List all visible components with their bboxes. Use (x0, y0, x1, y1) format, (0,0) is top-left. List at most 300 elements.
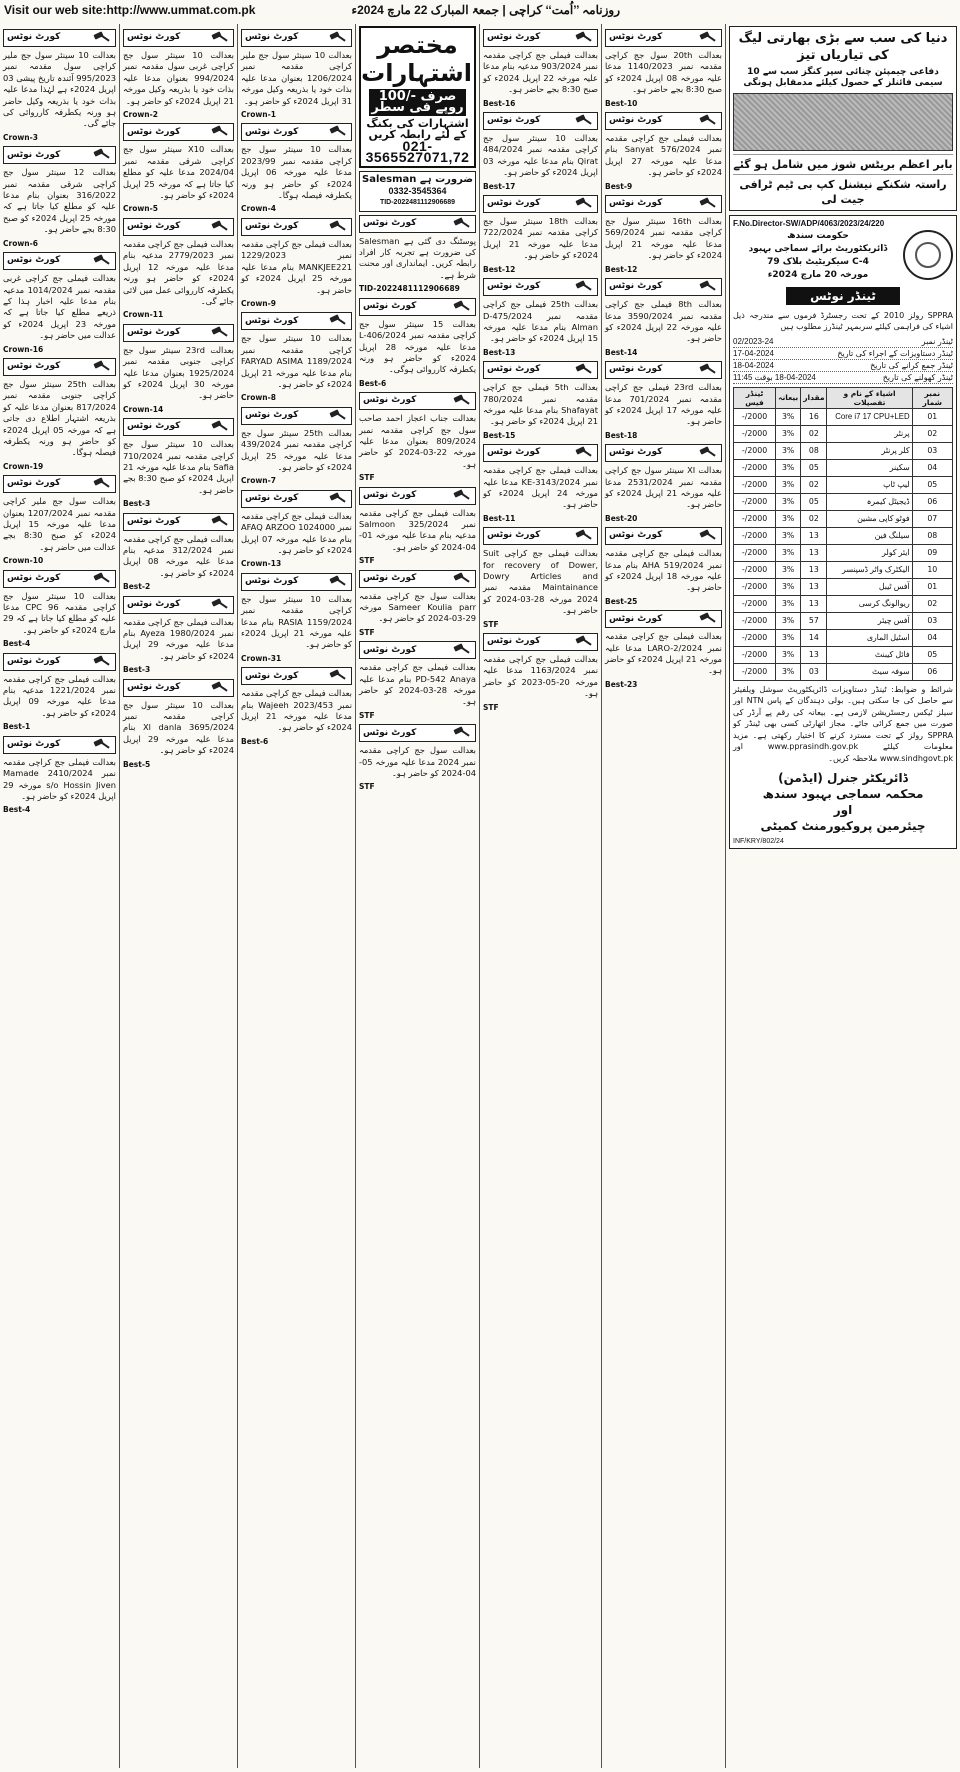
court-notice-text: بعدالت فیملی جج کراچی مقدمہ نمبر LARO-2/2024 مدعا علیہ مورخہ 21 اپریل 2024ء کو حاضر ہو۔ (605, 631, 722, 676)
court-notice-label: کورٹ نوٹس (245, 32, 299, 43)
court-notice-label: کورٹ نوٹس (127, 421, 181, 432)
tender-cell-pct: 3% (776, 476, 801, 493)
court-notice-label: کورٹ نوٹس (7, 32, 61, 43)
court-notice (241, 239, 352, 309)
tender-cell-qty: 14 (801, 629, 827, 646)
notice-code: Best-3 (123, 499, 151, 509)
gavel-icon (698, 530, 718, 542)
court-notice-header (359, 298, 476, 316)
court-notice-header (605, 444, 722, 462)
court-notice-label: کورٹ نوٹس (127, 515, 181, 526)
table-row (734, 629, 953, 646)
gavel-icon (698, 32, 718, 44)
court-notice-text: بعدالت فیملی جج کراچی مقدمہ نمبر 2410/2024 Mamade s/o Hossin Jiven مورخہ 29 اپریل 2024ء کو حاضر ہو۔ (3, 756, 116, 801)
ad-box-booking: اشتہارات کی بکنگ کے لئے رابطہ کریں (366, 116, 469, 142)
court-notice-text: بعدالت سول جج کراچی مقدمہ Sameer Koulia parr مورخہ 29-03-2024 کو حاضر ہو۔ (359, 590, 476, 624)
tender-cell-no: 02 (912, 425, 952, 442)
tender-cell-pct: 3% (776, 612, 801, 629)
gavel-icon (452, 573, 472, 585)
tender-cell-qty: 16 (801, 408, 827, 425)
gavel-icon (574, 636, 594, 648)
court-notice (359, 236, 476, 295)
tender-date-label: ٹینڈر کھولنے کی تاریخ (882, 372, 953, 382)
court-notice-header (359, 215, 476, 233)
court-notice (359, 591, 476, 639)
court-notice-header (123, 218, 234, 236)
table-row (734, 493, 953, 510)
court-notice-header (605, 112, 722, 130)
court-notice-text: بعدالت فیملی جج کراچی مقدمہ نمبر 576/2024 Sanyat بنام مدعا علیہ مورخہ 27 اپریل 2024ء کو حاضر ہو۔ (605, 133, 723, 178)
tender-sign-2: محکمہ سماجی بہبود سندھ (762, 787, 924, 802)
court-notice (359, 413, 476, 483)
tender-cell-no: 01 (912, 408, 952, 425)
court-notice-text: بعدالت 10 سینئر سول جج کراچی مقدمہ نمبر 2023/99 مدعا علیہ مورخہ 06 اپریل 2024ء کو حاضر ہو ورنہ یکطرفہ فیصلہ ہوگا۔ (241, 144, 352, 201)
court-notice-label: کورٹ نوٹس (7, 361, 61, 372)
notice-code: Best-18 (605, 430, 638, 440)
classified-ad-box (359, 26, 476, 168)
tender-cell-no: 03 (912, 612, 952, 629)
table-row (734, 544, 953, 561)
sindh-govt-seal-icon (903, 230, 953, 280)
gavel-icon (210, 221, 230, 233)
notice-code: Best-4 (3, 805, 31, 815)
notice-code: Crown-8 (241, 393, 276, 403)
tender-cell-desc: آفس چیئر (827, 612, 912, 629)
table-row (734, 561, 953, 578)
court-notice-label: کورٹ نوٹس (363, 489, 417, 500)
court-notice-label: کورٹ نوٹس (7, 255, 61, 266)
court-notice-text: بعدالت 10 سینئر سول جج کراچی مقدمہ CPC 96 مدعا علیہ کو مطلع کیا جاتا ہے کہ 29 مارچ 2024ء کو حاضر ہو۔ (3, 590, 116, 635)
court-notice-header (241, 490, 352, 508)
court-notice-header (483, 278, 598, 296)
tender-cell-pct: 3% (776, 527, 801, 544)
court-notice (123, 700, 234, 770)
court-notice-label: کورٹ نوٹس (245, 315, 299, 326)
tender-cell-desc: فائل کیبنٹ (827, 646, 912, 663)
salesman-ad-phone[interactable]: 0332-3545364 (388, 185, 447, 196)
court-notice (123, 617, 234, 676)
notice-code: Crown-3 (3, 132, 38, 142)
tender-table-header: ٹینڈر فیس (734, 387, 776, 408)
tender-cell-no: 10 (912, 561, 952, 578)
table-row (734, 425, 953, 442)
court-notice-text: بعدالت 16th سینئر سول جج کراچی مقدمہ نمبر 569/2024 مدعا علیہ مورخہ 21 اپریل 2024ء کو حاضر ہو۔ (605, 216, 722, 261)
court-notice-header (123, 513, 234, 531)
tender-cell-desc: الیکٹرک واٹر ڈسپنسر (827, 561, 912, 578)
tender-cell-qty: 13 (801, 527, 827, 544)
court-notice (483, 465, 598, 524)
court-notice-label: کورٹ نوٹس (127, 327, 181, 338)
court-notice-label: کورٹ نوٹس (487, 281, 541, 292)
court-notice (483, 133, 598, 192)
tender-date-value: 17-04-2024 (733, 348, 774, 358)
tender-cell-desc: سکینر (827, 459, 912, 476)
notice-code: STF (359, 710, 375, 720)
tender-cell-no: 04 (912, 459, 952, 476)
court-notice-text: بعدالت فیملی جج کراچی مقدمہ PD-542 Anaya بنام مدعا علیہ مورخہ 28-03-2024 کو حاضر ہو۔ (359, 662, 477, 707)
ad-box-title: مختصر اشتہارات (361, 31, 472, 87)
court-notice-text: بعدالت فیملی جج کراچی مقدمہ نمبر 2023/453 Wajeeh بنام مدعا علیہ مورخہ 21 اپریل 2024ء کو حاضر ہو۔ (241, 688, 353, 733)
tender-table-header: اشیاء کے نام و تفصیلات (827, 387, 912, 408)
ad-box-phone[interactable]: 021-3565527071,72 (365, 137, 470, 166)
court-notice-header (483, 527, 598, 545)
gavel-icon (574, 198, 594, 210)
tender-gov-header (733, 230, 953, 282)
notice-code: Crown-1 (241, 110, 276, 120)
court-notice-header (483, 633, 598, 651)
tender-cell-qty: 03 (801, 663, 827, 680)
court-notice-text: بعدالت فیملی جج کراچی غربی مقدمہ نمبر 1014/2024 مدعیہ بنام مدعا علیہ اخبار ہذا کے ذریعے مطلع کیا جاتا ہے کہ مورخہ 23 اپریل 2024ء کو عدالت میں حاضر ہو۔ (3, 273, 116, 341)
notice-code: Crown-19 (3, 461, 44, 471)
court-notice-label: کورٹ نوٹس (363, 572, 417, 583)
court-notice-label: کورٹ نوٹس (127, 681, 181, 692)
tender-cell-fee: 2000/- (734, 527, 776, 544)
tender-cell-no: 06 (912, 493, 952, 510)
court-notice-text: بعدالت 18th سینئر سول جج کراچی مقدمہ نمبر 722/2024 مدعا علیہ مورخہ 21 اپریل 2024ء کو حاضر ہو۔ (483, 216, 598, 261)
court-notice-header (241, 29, 352, 47)
tender-cell-pct: 3% (776, 493, 801, 510)
court-notice-header (605, 278, 722, 296)
court-notice-label: کورٹ نوٹس (609, 364, 663, 375)
court-notice-header (241, 407, 352, 425)
tender-cell-desc: کلر پرنٹر (827, 442, 912, 459)
notice-code: Best-14 (605, 347, 638, 357)
court-notice-text: بعدالت X10 سینئر سول جج کراچی شرقی مقدمہ نمبر 2024/04 مدعا علیہ کو مطلع کیا جاتا ہے کہ مورخہ 25 اپریل 2024ء کو حاضر ہو۔ (123, 144, 234, 201)
court-notice-label: کورٹ نوٹس (245, 493, 299, 504)
gavel-icon (92, 255, 112, 267)
court-notice (605, 133, 722, 192)
notice-code: Crown-10 (3, 556, 44, 566)
notice-code: Best-9 (605, 181, 633, 191)
tender-cell-pct: 3% (776, 510, 801, 527)
notice-code: STF (483, 702, 499, 712)
court-notice (359, 319, 476, 389)
court-notice-header (605, 361, 722, 379)
news-and-tender-column (726, 24, 960, 1768)
gavel-icon (210, 126, 230, 138)
tender-cell-desc: ڈیجیٹل کیمرہ (827, 493, 912, 510)
notice-code: Crown-9 (241, 298, 276, 308)
tender-cell-no: 08 (912, 527, 952, 544)
court-notice-label: کورٹ نوٹس (127, 221, 181, 232)
court-notice (241, 688, 352, 747)
tender-date-row (733, 360, 953, 372)
court-notice-text: بعدالت 25th سینئر سول جج کراچی مقدمہ نمبر 439/2024 مدعا علیہ مورخہ 25 اپریل 2024ء کو حاضر ہو۔ (241, 427, 352, 472)
court-notice-label: کورٹ نوٹس (487, 115, 541, 126)
tender-date-value: 18-04-2024 (733, 360, 774, 370)
court-notice (483, 299, 598, 358)
court-notice-header (3, 29, 116, 47)
tender-cell-pct: 3% (776, 408, 801, 425)
notice-code: Crown-4 (241, 204, 276, 214)
court-notice-label: کورٹ نوٹس (609, 530, 663, 541)
table-row (734, 663, 953, 680)
tender-notice (729, 215, 957, 849)
court-notice-header (3, 653, 116, 671)
tender-cell-pct: 3% (776, 663, 801, 680)
tender-cell-fee: 2000/- (734, 442, 776, 459)
court-notice-text: بعدالت 25th سینئر سول جج کراچی جنوبی مقدمہ نمبر 817/2024 بعنوان مدعا علیہ کو بذریعہ اشتہار اطلاع دی جاتی ہے کہ مورخہ 05 اپریل 2024ء کو حاضر ہو ورنہ یکطرفہ فیصلہ ہوگا۔ (3, 378, 116, 458)
court-notice-label: کورٹ نوٹس (487, 447, 541, 458)
tender-cell-desc: سوفہ سیٹ (827, 663, 912, 680)
court-notice (359, 508, 476, 567)
news-headline-2: بابر اعظم بریٹس شوز میں شامل ہو گئے (733, 154, 953, 172)
court-notice-header (605, 195, 722, 213)
notice-code: Best-13 (483, 347, 516, 357)
court-notice-label: کورٹ نوٹس (7, 655, 61, 666)
court-notice-header (123, 679, 234, 697)
notice-code: Best-4 (3, 639, 31, 649)
gavel-icon (574, 364, 594, 376)
gavel-icon (210, 599, 230, 611)
tender-cell-no: 06 (912, 663, 952, 680)
court-notice-text: بعدالت 10 سینئر سول جج کراچی مقدمہ نمبر 1159/2024 RASIA بنام مدعا علیہ مورخہ 21 اپریل 2024ء کو حاضر ہو۔ (241, 593, 353, 650)
tender-date-value: 02/2023-24 (733, 336, 774, 346)
court-notice-text: پوسٹنگ دی گئی ہے Salesman کی ضرورت ہے تجربہ کار افراد رابطہ کریں۔ ایمانداری اور محنت شرط ہے۔ (359, 235, 476, 280)
gavel-icon (92, 361, 112, 373)
tender-cell-no: 05 (912, 646, 952, 663)
tender-cell-pct: 3% (776, 578, 801, 595)
court-notice (605, 465, 722, 524)
court-notice-label: کورٹ نوٹس (487, 198, 541, 209)
court-notice-label: کورٹ نوٹس (609, 447, 663, 458)
court-notice-text: بعدالت فیملی جج کراچی مقدمہ نمبر KE-3143/2024 مدعا علیہ مورخہ 24 اپریل 2024ء کو حاضر ہو۔ (483, 465, 598, 510)
tender-govt: حکومت سندھ (787, 230, 849, 241)
tender-items-table (733, 387, 953, 681)
court-notice-label: کورٹ نوٹس (609, 198, 663, 209)
notice-code: Best-2 (123, 582, 151, 592)
ad-box-rate: صرف -/100 روپے فی سطر (369, 89, 466, 116)
court-notice-text: بعدالت فیملی جج کراچی Suit for recovery of Dower, Dowry Articles and Maintainance مقدمہ نمبر 2024 مورخہ 28-03-2024 کو حاضر ہو۔ (483, 548, 598, 616)
court-notice (123, 239, 234, 321)
tender-cell-no: 03 (912, 442, 952, 459)
court-notice-header (123, 29, 234, 47)
notice-code: Best-1 (3, 722, 31, 732)
tender-cell-pct: 3% (776, 425, 801, 442)
court-notice (241, 50, 352, 120)
tender-cell-pct: 3% (776, 629, 801, 646)
court-notice (359, 745, 476, 793)
tender-cell-no: 02 (912, 595, 952, 612)
court-notice-header (123, 418, 234, 436)
gavel-icon (452, 490, 472, 502)
court-notice-label: کورٹ نوٹس (363, 217, 417, 228)
court-notice-text: بعدالت فیملی جج کراچی مقدمہ نمبر 903/2024 مدعیہ بنام مدعا علیہ مورخہ 22 اپریل 2024ء کو صبح 8:30 بجے حاضر ہو۔ (483, 50, 599, 95)
tender-cell-no: 07 (912, 510, 952, 527)
tender-cell-fee: 2000/- (734, 493, 776, 510)
dateline: روزنامہ ’’اُمت‘‘ کراچی | جمعۃ المبارک 22 مارچ 2024ء (351, 3, 620, 17)
gavel-icon (698, 364, 718, 376)
court-notice-text: بعدالت 10 سینئر سول جج کراچی غربی سول مقدمہ نمبر 994/2024 بعنوان مدعا علیہ بذات خود یا بذریعہ وکیل مورخہ 21 اپریل 2024ء کو حاضر ہو۔ (123, 50, 234, 106)
tender-cell-no: 05 (912, 476, 952, 493)
gavel-icon (328, 410, 348, 422)
notice-code: Crown-2 (123, 110, 158, 120)
tender-dept: ڈائریکٹوریٹ برائے سماجی بہبود (748, 243, 888, 254)
court-notice-header (3, 736, 116, 754)
tender-cell-fee: 2000/- (734, 561, 776, 578)
notice-code: Best-6 (241, 736, 269, 746)
tender-cell-qty: 13 (801, 561, 827, 578)
court-notice-header (241, 123, 352, 141)
gavel-icon (698, 281, 718, 293)
court-notice-header (241, 312, 352, 330)
court-notice (241, 594, 352, 664)
tender-cell-fee: 2000/- (734, 459, 776, 476)
court-notice-text: بعدالت فیملی جج کراچی مقدمہ نمبر 1221/2024 مدعیہ بنام مدعا علیہ مورخہ 09 اپریل 2024ء کو حاضر ہو۔ (3, 673, 116, 718)
gavel-icon (210, 516, 230, 528)
notices-column-4 (356, 24, 480, 1768)
court-notice-label: کورٹ نوٹس (245, 410, 299, 421)
court-notice-text: بعدالت 10 سینئر سول جج کراچی مقدمہ نمبر 710/2024 Safia بنام مدعا علیہ مورخہ 21 اپریل 2024ء کو صبح 8:30 بجے حاضر ہو۔ (123, 439, 234, 495)
tender-cell-qty: 08 (801, 442, 827, 459)
court-notice-header (605, 527, 722, 545)
gavel-icon (574, 281, 594, 293)
court-notice-text: بعدالت جناب اعجاز احمد صاحب سول جج کراچی مقدمہ نمبر 809/2024 بعنوان مدعا علیہ مورخہ 22-03-2024 کو حاضر ہو۔ (359, 413, 476, 469)
court-notice (123, 50, 234, 120)
court-notice (241, 428, 352, 487)
gavel-icon (328, 32, 348, 44)
court-notice (3, 674, 116, 733)
tender-sign-1: ڈائریکٹر جنرل (ایڈمن) (778, 771, 908, 786)
court-notice-text: بعدالت 8th فیملی جج کراچی مقدمہ نمبر 3590/2024 مدعا علیہ مورخہ 22 اپریل 2024ء کو حاضر ہو۔ (605, 299, 723, 344)
tender-cell-desc: Core i7 17 CPU+LED (827, 408, 912, 425)
court-notice-header (3, 358, 116, 376)
website-url[interactable]: Visit our web site:http://www.ummat.com.pk (4, 3, 256, 17)
court-notice (483, 654, 598, 713)
court-notice (123, 345, 234, 415)
tender-cell-fee: 2000/- (734, 663, 776, 680)
court-notice-label: کورٹ نوٹس (363, 727, 417, 738)
court-notice-header (3, 146, 116, 164)
court-notice (483, 382, 598, 441)
tender-cell-qty: 02 (801, 510, 827, 527)
gavel-icon (698, 447, 718, 459)
court-notice (241, 511, 352, 570)
gavel-icon (92, 32, 112, 44)
court-notice-label: کورٹ نوٹس (7, 149, 61, 160)
gavel-icon (92, 573, 112, 585)
court-notice-header (359, 641, 476, 659)
news-headline: دنیا کی سب سے بڑی بھارتی لیگ کی تیاریاں تیز (738, 31, 948, 63)
tender-cell-desc: ایئر کولر (827, 544, 912, 561)
notices-column-3 (238, 24, 356, 1768)
salesman-ad (359, 171, 476, 211)
court-notice-label: کورٹ نوٹس (609, 613, 663, 624)
court-notice-label: کورٹ نوٹس (245, 670, 299, 681)
court-notice-header (483, 29, 598, 47)
tender-intro: SPPRA رولز 2010 کے تحت رجسٹرڈ فرموں سے مندرجہ ذیل اشیاء کی فراہمی کیلئے سربمہر ٹینڈرز مطلوب ہیں (733, 310, 953, 332)
notice-code: STF (359, 473, 375, 483)
court-notice-label: کورٹ نوٹس (487, 530, 541, 541)
notice-code: Crown-7 (241, 476, 276, 486)
table-row (734, 595, 953, 612)
court-notice-header (359, 724, 476, 742)
tender-cell-no: 09 (912, 544, 952, 561)
gavel-icon (574, 115, 594, 127)
court-notice-text: بعدالت فیملی جج کراچی مقدمہ نمبر 325/2024 Salmoon مدعیہ بنام مدعا علیہ مورخہ 01-04-2024 کو حاضر ہو۔ (359, 507, 476, 552)
notice-code: STF (359, 782, 375, 792)
court-notice-header (241, 573, 352, 591)
court-notice (3, 50, 116, 143)
tender-cell-fee: 2000/- (734, 595, 776, 612)
court-notice-header (123, 596, 234, 614)
table-row (734, 527, 953, 544)
court-notice-header (241, 218, 352, 236)
tender-gov-text (733, 230, 903, 282)
court-notice-header (3, 570, 116, 588)
court-notice (3, 591, 116, 650)
court-notice-text: بعدالت 10 سینئر سول جج ملیر کراچی سول مقدمہ نمبر 995/2023 آئندہ تاریخ پیشی 03 اپریل 2024ء ہے لہٰذا مدعا علیہ بذات خود یا بذریعہ وکیل حاضر ہو ورنہ یکطرفہ کارروائی کی جائے گی۔ (3, 50, 116, 129)
table-row (734, 612, 953, 629)
gavel-icon (92, 739, 112, 751)
tender-cell-desc: ریوالونگ کرسی (827, 595, 912, 612)
court-notice-text: بعدالت 20th سول جج کراچی مقدمہ نمبر 1140/2023 مدعا علیہ مورخہ 08 اپریل 2024ء کو صبح 8:30 بجے حاضر ہو۔ (605, 50, 723, 95)
court-notice-text: بعدالت 5th فیملی جج کراچی مقدمہ نمبر 780/2024 Shafayat بنام مدعا علیہ مورخہ 21 اپریل 2024ء کو حاضر ہو۔ (483, 382, 598, 427)
notices-column-6 (602, 24, 726, 1768)
sports-news-box (729, 26, 957, 211)
court-notice-text: بعدالت فیملی جج کراچی مقدمہ نمبر 1163/2024 مدعا علیہ مورخہ 20-05-2023 کو حاضر ہو۔ (483, 654, 599, 699)
gavel-icon (574, 32, 594, 44)
court-notice-header (241, 667, 352, 685)
tender-cell-pct: 3% (776, 459, 801, 476)
tender-cell-desc: پرنٹر (827, 425, 912, 442)
court-notice (123, 439, 234, 509)
notice-code: Best-15 (483, 430, 516, 440)
gavel-icon (698, 115, 718, 127)
tender-sign-4: چیئرمین پروکیورمنٹ کمیٹی (760, 819, 926, 834)
court-notice-label: کورٹ نوٹس (127, 32, 181, 43)
news-headline-3: راستہ شکنکے نیشنل کپ بی ٹیم ٹرافی جیت لی (733, 174, 953, 207)
notice-code: STF (359, 556, 375, 566)
table-row (734, 459, 953, 476)
gavel-icon (328, 493, 348, 505)
tender-cell-fee: 2000/- (734, 408, 776, 425)
notice-code: Best-16 (483, 98, 516, 108)
table-row (734, 442, 953, 459)
table-row (734, 646, 953, 663)
notice-code: Crown-16 (3, 344, 44, 354)
notices-column-1 (0, 24, 120, 1768)
tender-table-header: مقدار (801, 387, 827, 408)
court-notice-label: کورٹ نوٹس (245, 126, 299, 137)
gavel-icon (452, 395, 472, 407)
tender-cell-pct: 3% (776, 595, 801, 612)
notice-code: Best-17 (483, 181, 516, 191)
court-notice-text: بعدالت 23rd سینئر سول جج کراچی جنوبی مقدمہ نمبر 1925/2024 بعنوان مدعا علیہ مورخہ 30 اپریل 2024ء کو حاضر ہو۔ (123, 344, 234, 401)
court-notice-header (605, 29, 722, 47)
court-notice-text: بعدالت 25th فیملی جج کراچی مقدمہ نمبر D-475/2024 Alman بنام مدعا علیہ مورخہ 15 اپریل 2024ء کو حاضر ہو۔ (483, 299, 598, 344)
tender-date-label: ٹینڈر جمع کرانے کی تاریخ (870, 360, 953, 370)
notice-code: Crown-31 (241, 653, 282, 663)
court-notice-label: کورٹ نوٹس (363, 300, 417, 311)
notice-code: Crown-13 (241, 559, 282, 569)
court-notice-header (483, 444, 598, 462)
court-notice-label: کورٹ نوٹس (245, 221, 299, 232)
tender-cell-qty: 02 (801, 425, 827, 442)
notice-code: STF (359, 627, 375, 637)
court-notice (3, 496, 116, 566)
court-notice-text: بعدالت 10 سینئر سول جج کراچی مقدمہ نمبر 484/2024 Qirat بنام مدعا علیہ مورخہ 03 اپریل 2024ء کو حاضر ہو۔ (483, 133, 598, 178)
gavel-icon (210, 682, 230, 694)
court-notice (241, 333, 352, 403)
tender-sign-3: اور (833, 803, 853, 818)
court-notice-label: کورٹ نوٹس (245, 576, 299, 587)
court-notice-text: بعدالت 12 سینئر سول جج کراچی شرقی مقدمہ نمبر 316/2022 بعنوان بنام مدعا علیہ کو مطلع کیا جاتا ہے کہ مورخہ 25 اپریل 2024ء کو صبح 8:30 بجے حاضر ہو۔ (3, 167, 116, 235)
tender-terms: شرائط و ضوابط: ٹینڈر دستاویزات ڈائریکٹوریٹ سوشل ویلفیئر سے حاصل کی جا سکتی ہیں۔ بولی دہندگان کے پاس NTN اور سیلز ٹیکس رجسٹریشن لازمی ہے۔ بیعانہ کی رقم پے آرڈر کی صورت میں جمع کرائی جائے۔ مجاز اتھارٹی کسی بھی ٹینڈر کو SPPRA رولز کے تحت مسترد کرنے کا اختیار رکھتی ہے۔ مزید معلومات کیلئے www.pprasindh.gov.pk اور www.sindhgovt.pk ملاحظہ کریں۔ (733, 684, 953, 763)
salesman-ad-text: ضرورت ہے Salesman (362, 174, 473, 186)
court-notice (605, 548, 722, 607)
tender-cell-qty: 13 (801, 544, 827, 561)
